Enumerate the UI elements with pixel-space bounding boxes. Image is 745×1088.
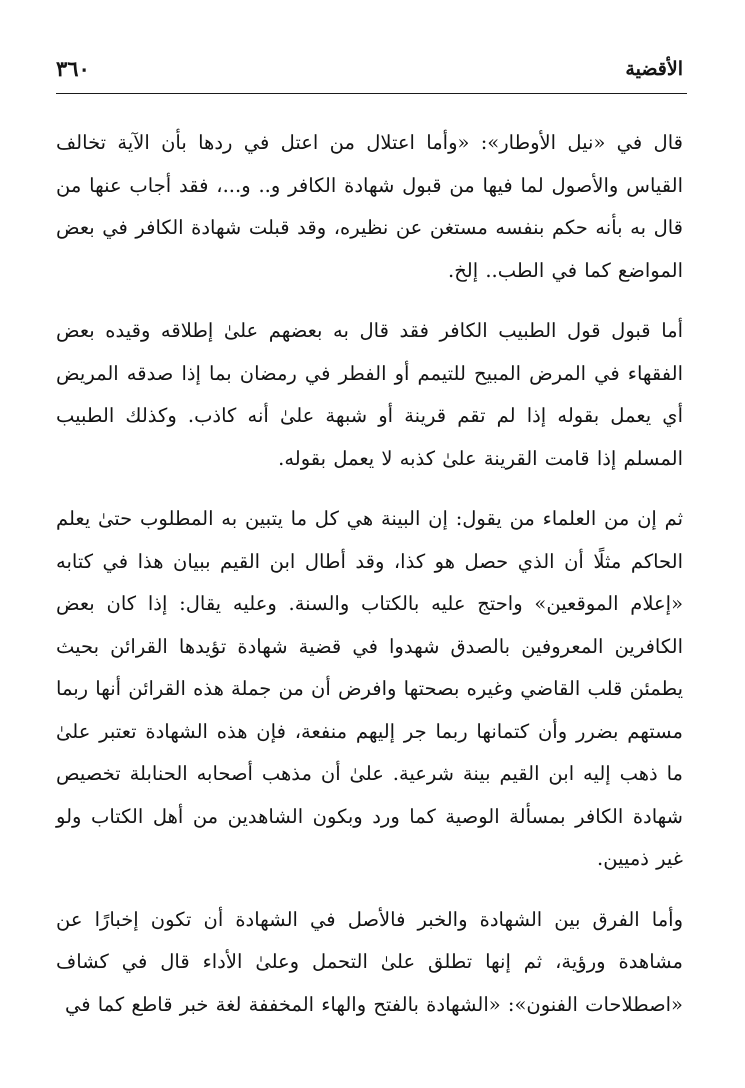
paragraph-bayyina-definition: ثم إن من العلماء من يقول: إن البينة هي كل ما يتبين به المطلوب حتىٰ يعلم الحاكم مثلًا أن الذي حصل هو كذا، وقد أطال ابن القيم ببيان هذا في كتابه «إعلام الموقعين» واحتج عليه بالكتاب والسنة. وعليه يقال: إذا كان بعض الكافرين المعروفين بالصدق شهدوا في قضية شهادة تؤيدها القرائن بحيث يطمئن قلب القاضي وغيره بصحتها وافرض أن من جملة هذه القرائن أنها ربما مستهم بضرر وأن كتمانها ربما جر إليهم منفعة، فإن هذه الشهادة تعتبر علىٰ ما ذهب إليه ابن القيم بينة شرعية. علىٰ أن مذهب أصحابه الحنابلة تخصيص شهادة الكافر بمسألة الوصية كما ورد وبكون الشاهدين من أهل الكتاب ولو غير ذميين.: [56, 507, 683, 870]
page-header: [56, 56, 683, 90]
chapter-title: الأقضية: [625, 58, 683, 80]
paragraph-nayl-al-awtar-quote: قال في «نيل الأوطار»: «وأما اعتلال من اعتل في ردها بأن الآية تخالف القياس والأصول لما فيها من قبول شهادة الكافر و.. و...، فقد أجاب عنها من قال به بأنه حكم بنفسه مستغن عن نظيره، وقد قبلت شهادة الكافر في بعض المواضع كما في الطب.. إلخ.: [56, 131, 683, 282]
header-divider: [56, 93, 687, 94]
paragraph-testimony-vs-report: وأما الفرق بين الشهادة والخبر فالأصل في الشهادة أن تكون إخبارًا عن مشاهدة ورؤية، ثم إنها تطلق علىٰ التحمل وعلىٰ الأداء قال في كشاف «اصطلاحات الفنون»: «الشهادة بالفتح والهاء المخففة لغة خبر قاطع كما في: [56, 907, 683, 1016]
body-text: [56, 122, 683, 1026]
paragraph-kafir-physician: أما قبول قول الطبيب الكافر فقد قال به بعضهم علىٰ إطلاقه وقيده بعض الفقهاء في المرض المبيح للتيمم أو الفطر في رمضان بما إذا صدقه المريض أي يعمل بقوله إذا لم تقم قرينة أو شبهة علىٰ أنه كاذب. وكذلك الطبيب المسلم إذا قامت القرينة علىٰ كذبه لا يعمل بقوله.: [56, 319, 683, 470]
page-number: ٣٦٠: [56, 56, 90, 81]
